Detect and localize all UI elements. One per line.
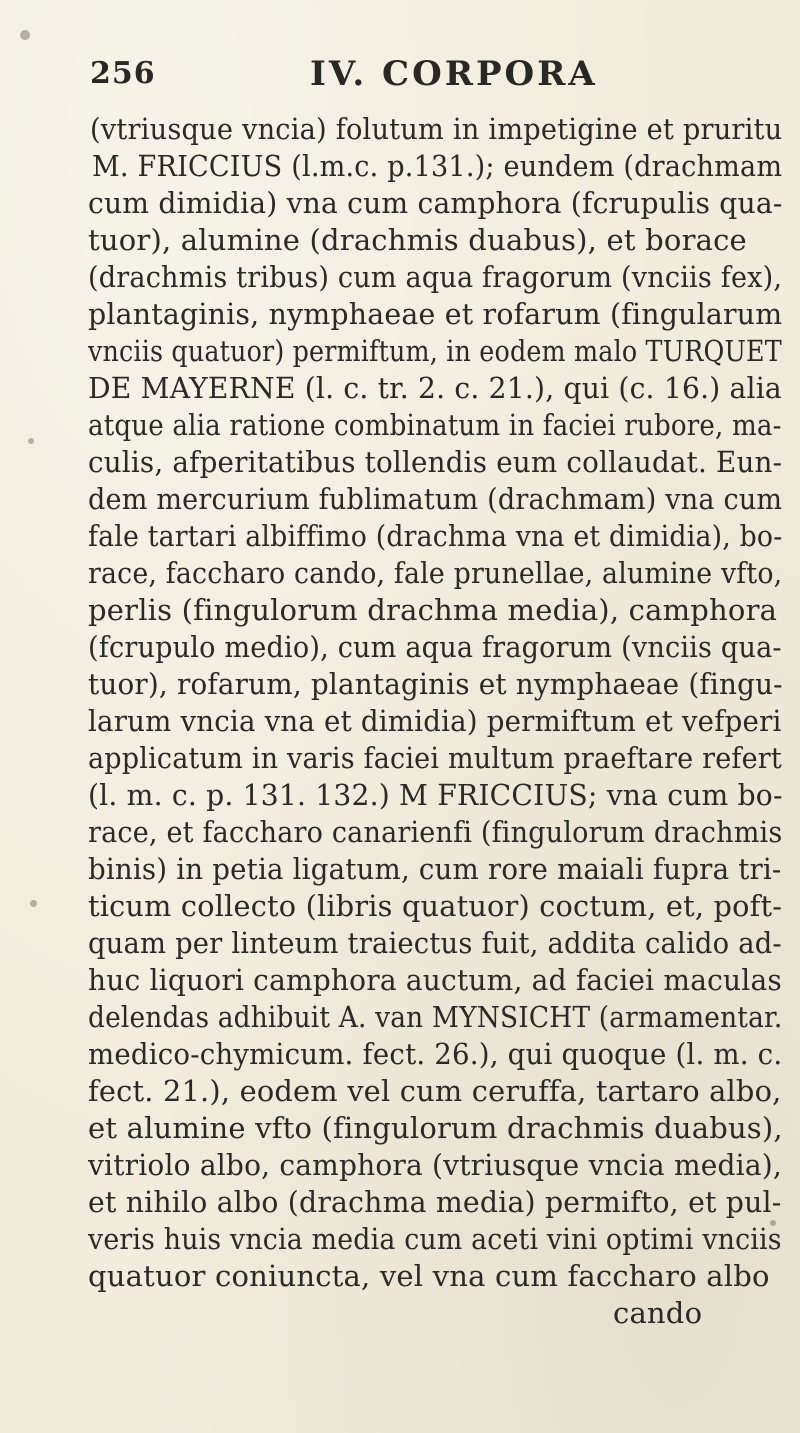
text-line: M. FRICCIUS (l.m.c. p.131.); eundem (drachmam (92, 149, 783, 183)
text-line: (vtriusque vncia) folutum in impetigine et pruritu (90, 112, 783, 146)
text-line: vitriolo albo, camphora (vtriusque vncia media), (88, 1148, 782, 1182)
text-line: culis, afperitatibus tollendis eum collaudat. Eun- (88, 445, 783, 479)
text-line: (drachmis tribus) cum aqua fragorum (vnciis fex), (88, 260, 783, 294)
text-line: tuor), alumine (drachmis duabus), et borace (88, 223, 747, 257)
ink-spot (770, 1220, 776, 1226)
text-line: ticum collecto (libris quatuor) coctum, et, poft- (88, 889, 783, 923)
text-line: quatuor coniuncta, vel vna cum faccharo albo (88, 1259, 770, 1293)
text-line: medico-chymicum. fect. 26.), qui quoque (l. m. c. (88, 1037, 783, 1071)
text-line: (l. m. c. p. 131. 132.) M FRICCIUS; vna cum bo- (88, 778, 783, 812)
running-head: IV. CORPORA (310, 54, 598, 94)
text-line: tuor), rofarum, plantaginis et nymphaeae (fingu- (88, 667, 783, 701)
text-line: huc liquori camphora auctum, ad faciei maculas (88, 963, 782, 997)
text-line: veris huis vncia media cum aceti vini optimi vnciis (88, 1222, 782, 1256)
text-line: atque alia ratione combinatum in faciei rubore, ma- (88, 408, 782, 442)
text-line: larum vncia vna et dimidia) permiftum et vefperi (88, 704, 782, 738)
ink-spot (28, 438, 34, 444)
text-line: quam per linteum traiectus fuit, addita calido ad- (88, 926, 782, 960)
page-header (82, 56, 722, 96)
text-line: applicatum in varis faciei multum praeftare refert (88, 741, 782, 775)
text-line: plantaginis, nymphaeae et rofarum (fingularum (88, 297, 783, 331)
text-line: delendas adhibuit A. van MYNSICHT (armamentar. (88, 1000, 783, 1034)
text-line: binis) in petia ligatum, cum rore maiali fupra tri- (88, 852, 782, 886)
text-line: cando (613, 1296, 703, 1330)
text-line: DE MAYERNE (l. c. tr. 2. c. 21.), qui (c. 16.) alia (88, 371, 782, 405)
text-line: race, faccharo cando, fale prunellae, alumine vfto, (88, 556, 783, 590)
text-line: cum dimidia) vna cum camphora (fcrupulis qua- (88, 186, 783, 220)
text-line: vnciis quatuor) permiftum, in eodem malo TURQUET (88, 334, 782, 368)
ink-spot (20, 30, 30, 40)
text-line: fect. 21.), eodem vel cum ceruffa, tartaro albo, (88, 1074, 782, 1108)
ink-spot (30, 900, 37, 907)
text-line: perlis (fingulorum drachma media), camphora (88, 593, 778, 627)
page-number: 256 (90, 56, 156, 91)
text-line: dem mercurium fublimatum (drachmam) vna cum (88, 482, 783, 516)
text-line: fale tartari albiffimo (drachma vna et dimidia), bo- (88, 519, 783, 553)
text-line: race, et faccharo canarienfi (fingulorum drachmis (88, 815, 783, 849)
text-line: et nihilo albo (drachma media) permifto, et pul- (88, 1185, 782, 1219)
text-line: et alumine vfto (fingulorum drachmis duabus), (88, 1111, 783, 1145)
text-line: (fcrupulo medio), cum aqua fragorum (vnciis qua- (88, 630, 782, 664)
